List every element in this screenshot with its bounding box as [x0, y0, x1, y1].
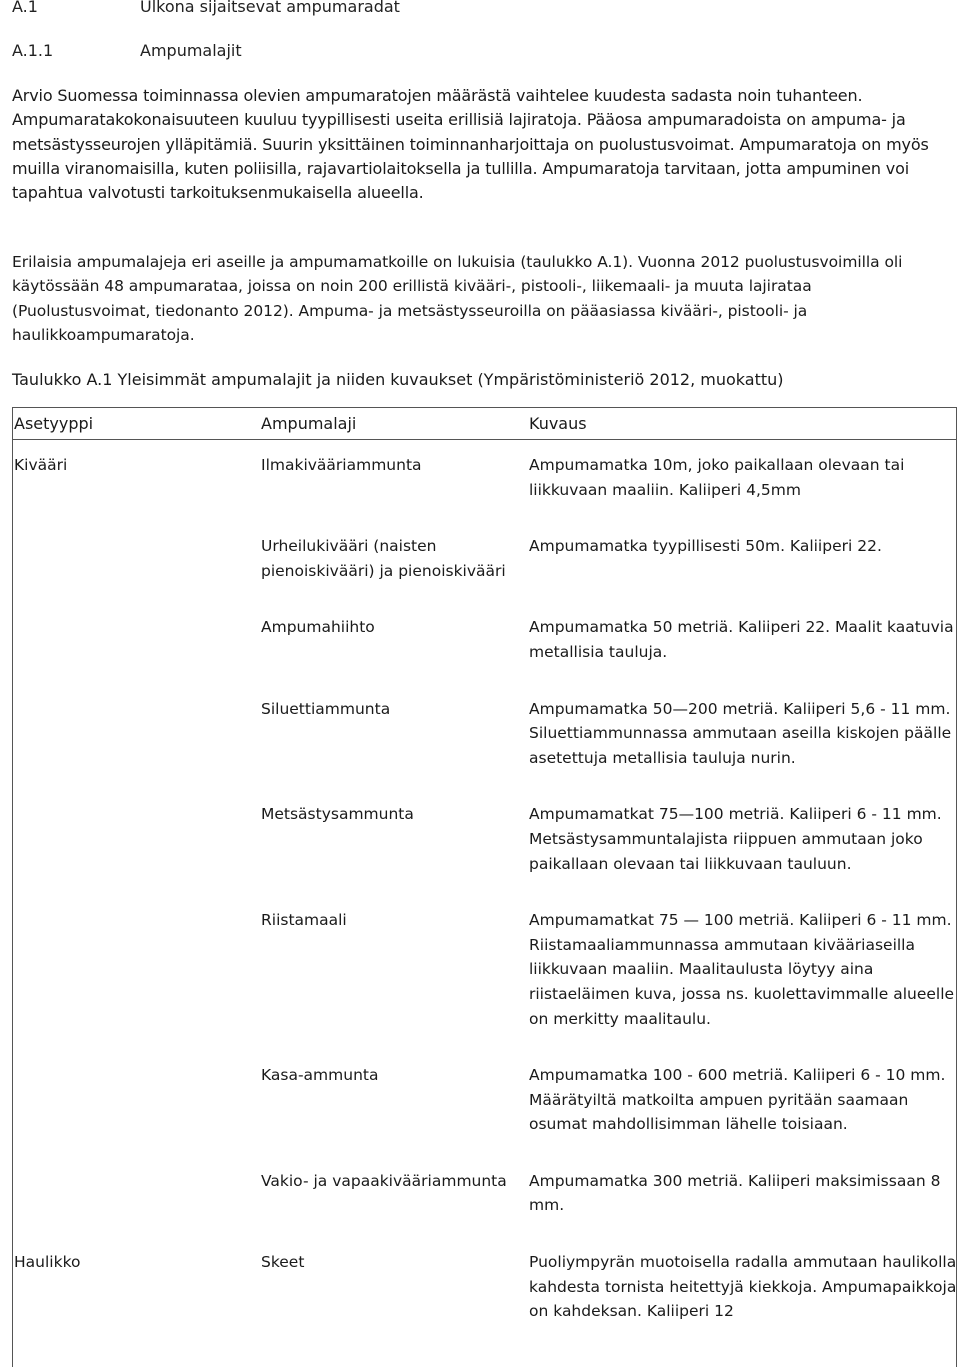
header-asetyyppi: Asetyyppi	[12, 407, 261, 440]
cell-description: Ampumamatka 50—200 metriä. Kaliiperi 5,6 - 11 mm. Siluettiammunnassa ammutaan aseilla kiskojen päälle asetettuja metallisia tauluja nurin.	[529, 699, 952, 767]
cell-description: Ampumamatkat 75 — 100 metriä. Kaliiperi 6 - 11 mm. Riistamaaliammunnassa ammutaan kivääriaseilla liikkuvaan maaliin. Maalitaulusta löytyy aina riistaeläimen kuva, jossa ns. kuolettavimmalle alueelle on merkitty maalitaulu.	[529, 911, 955, 1028]
cell-discipline: Vakio- ja vapaakivääriammunta	[261, 1171, 507, 1190]
cell-discipline: Kasa-ammunta	[261, 1066, 379, 1085]
cell-weapon-type	[12, 895, 261, 1050]
table-row	[12, 684, 957, 790]
table-caption: Taulukko A.1 Yleisimmät ampumalajit ja niiden kuvaukset (Ympäristöministeriö 2012, muokattu)	[12, 370, 784, 389]
table-row	[12, 440, 957, 522]
table-row	[12, 895, 957, 1050]
cell-weapon-type	[12, 521, 261, 602]
cell-weapon-type	[12, 789, 261, 895]
cell-discipline: Urheilukivääri (naisten pienoiskivääri) ja pienoiskivääri	[261, 537, 506, 580]
section-number: A.1	[12, 0, 38, 16]
cell-weapon-type	[12, 684, 261, 790]
cell-discipline: Ampumahiihto	[261, 618, 375, 637]
section-title: Ulkona sijaitsevat ampumaradat	[140, 0, 400, 16]
table-row	[12, 1050, 957, 1156]
cell-discipline: Riistamaali	[261, 911, 347, 930]
cell-weapon-type: Kivääri	[14, 456, 68, 474]
shooting-disciplines-table	[12, 407, 957, 1343]
cell-description: Ampumamatka 10m, joko paikallaan olevaan tai liikkuvaan maaliin. Kaliiperi 4,5mm	[529, 456, 905, 499]
table-row	[12, 1156, 957, 1237]
second-paragraph: Erilaisia ampumalajeja eri aseille ja ampumamatkoille on lukuisia (taulukko A.1). Vuonna 2012 puolustusvoimilla oli käytössään 48 ampumarataa, joissa on noin 200 erillistä kivääri-, pistooli-, liikemaali- ja muuta lajirataa (Puolustusvoimat, tiedonanto 2012). Ampuma- ja metsästysseuroilla on pääasiassa kivääri-, pistooli- ja haulikkoampumaratoja.	[12, 253, 903, 344]
cell-discipline: Skeet	[261, 1253, 305, 1272]
intro-paragraph: Arvio Suomessa toiminnassa olevien ampumaratojen määrästä vaihtelee kuudesta sadasta noin tuhanteen. Ampumaratakokonaisuuteen kuuluu tyypillisesti useita erillisiä lajiratoja. Pääosa ampumaradoista on ampuma- ja metsästysseurojen ylläpitämiä. Suurin yksittäinen toiminnanharjoittaja on puolustusvoimat. Ampumaratoja on myös muilla viranomaisilla, kuten poliisilla, rajavartiolaitoksella ja tullilla. Ampumaratoja tarvitaan, jotta ampuminen voi tapahtua valvotusti tarkoituksenmukaisella alueella.	[12, 86, 929, 203]
cell-discipline: Ilmakivääriammunta	[261, 456, 422, 474]
header-kuvaus: Kuvaus	[529, 407, 957, 440]
header-ampumalaji: Ampumalaji	[261, 407, 529, 440]
cell-weapon-type	[12, 1156, 261, 1237]
cell-description: Ampumamatka 50 metriä. Kaliiperi 22. Maalit kaatuvia metallisia tauluja.	[529, 618, 954, 661]
cell-description: Ampumamatka 300 metriä. Kaliiperi maksimissaan 8 mm.	[529, 1171, 941, 1215]
cell-description: Ampumamatkat 75—100 metriä. Kaliiperi 6 - 11 mm. Metsästysammuntalajista riippuen ammutaan joko paikallaan olevaan tai liikkuvaan tauluun.	[529, 805, 942, 873]
subsection-title: Ampumalajit	[140, 41, 242, 60]
cell-description: Ampumamatka 100 - 600 metriä. Kaliiperi 6 - 10 mm. Määrätyiltä matkoilta ampuen pyritään saamaan osumat mahdollisimman lähelle toisiaan.	[529, 1066, 946, 1134]
cell-weapon-type	[12, 602, 261, 683]
cell-discipline: Siluettiammunta	[261, 699, 391, 718]
cell-weapon-type	[12, 1050, 261, 1156]
table-row	[12, 1237, 957, 1343]
subsection-number: A.1.1	[12, 41, 54, 60]
table-row	[12, 602, 957, 683]
table-row	[12, 521, 957, 602]
table-header-row	[12, 407, 957, 440]
cell-description: Puoliympyrän muotoisella radalla ammutaan haulikolla kahdesta tornista heitettyjä kiekkoja. Ampumapaikkoja on kahdeksan. Kaliiperi 12	[529, 1253, 957, 1321]
cell-discipline: Metsästysammunta	[261, 805, 414, 824]
table-row	[12, 789, 957, 895]
cell-description: Ampumamatka tyypillisesti 50m. Kaliiperi 22.	[529, 537, 882, 556]
cell-weapon-type: Haulikko	[14, 1253, 81, 1272]
